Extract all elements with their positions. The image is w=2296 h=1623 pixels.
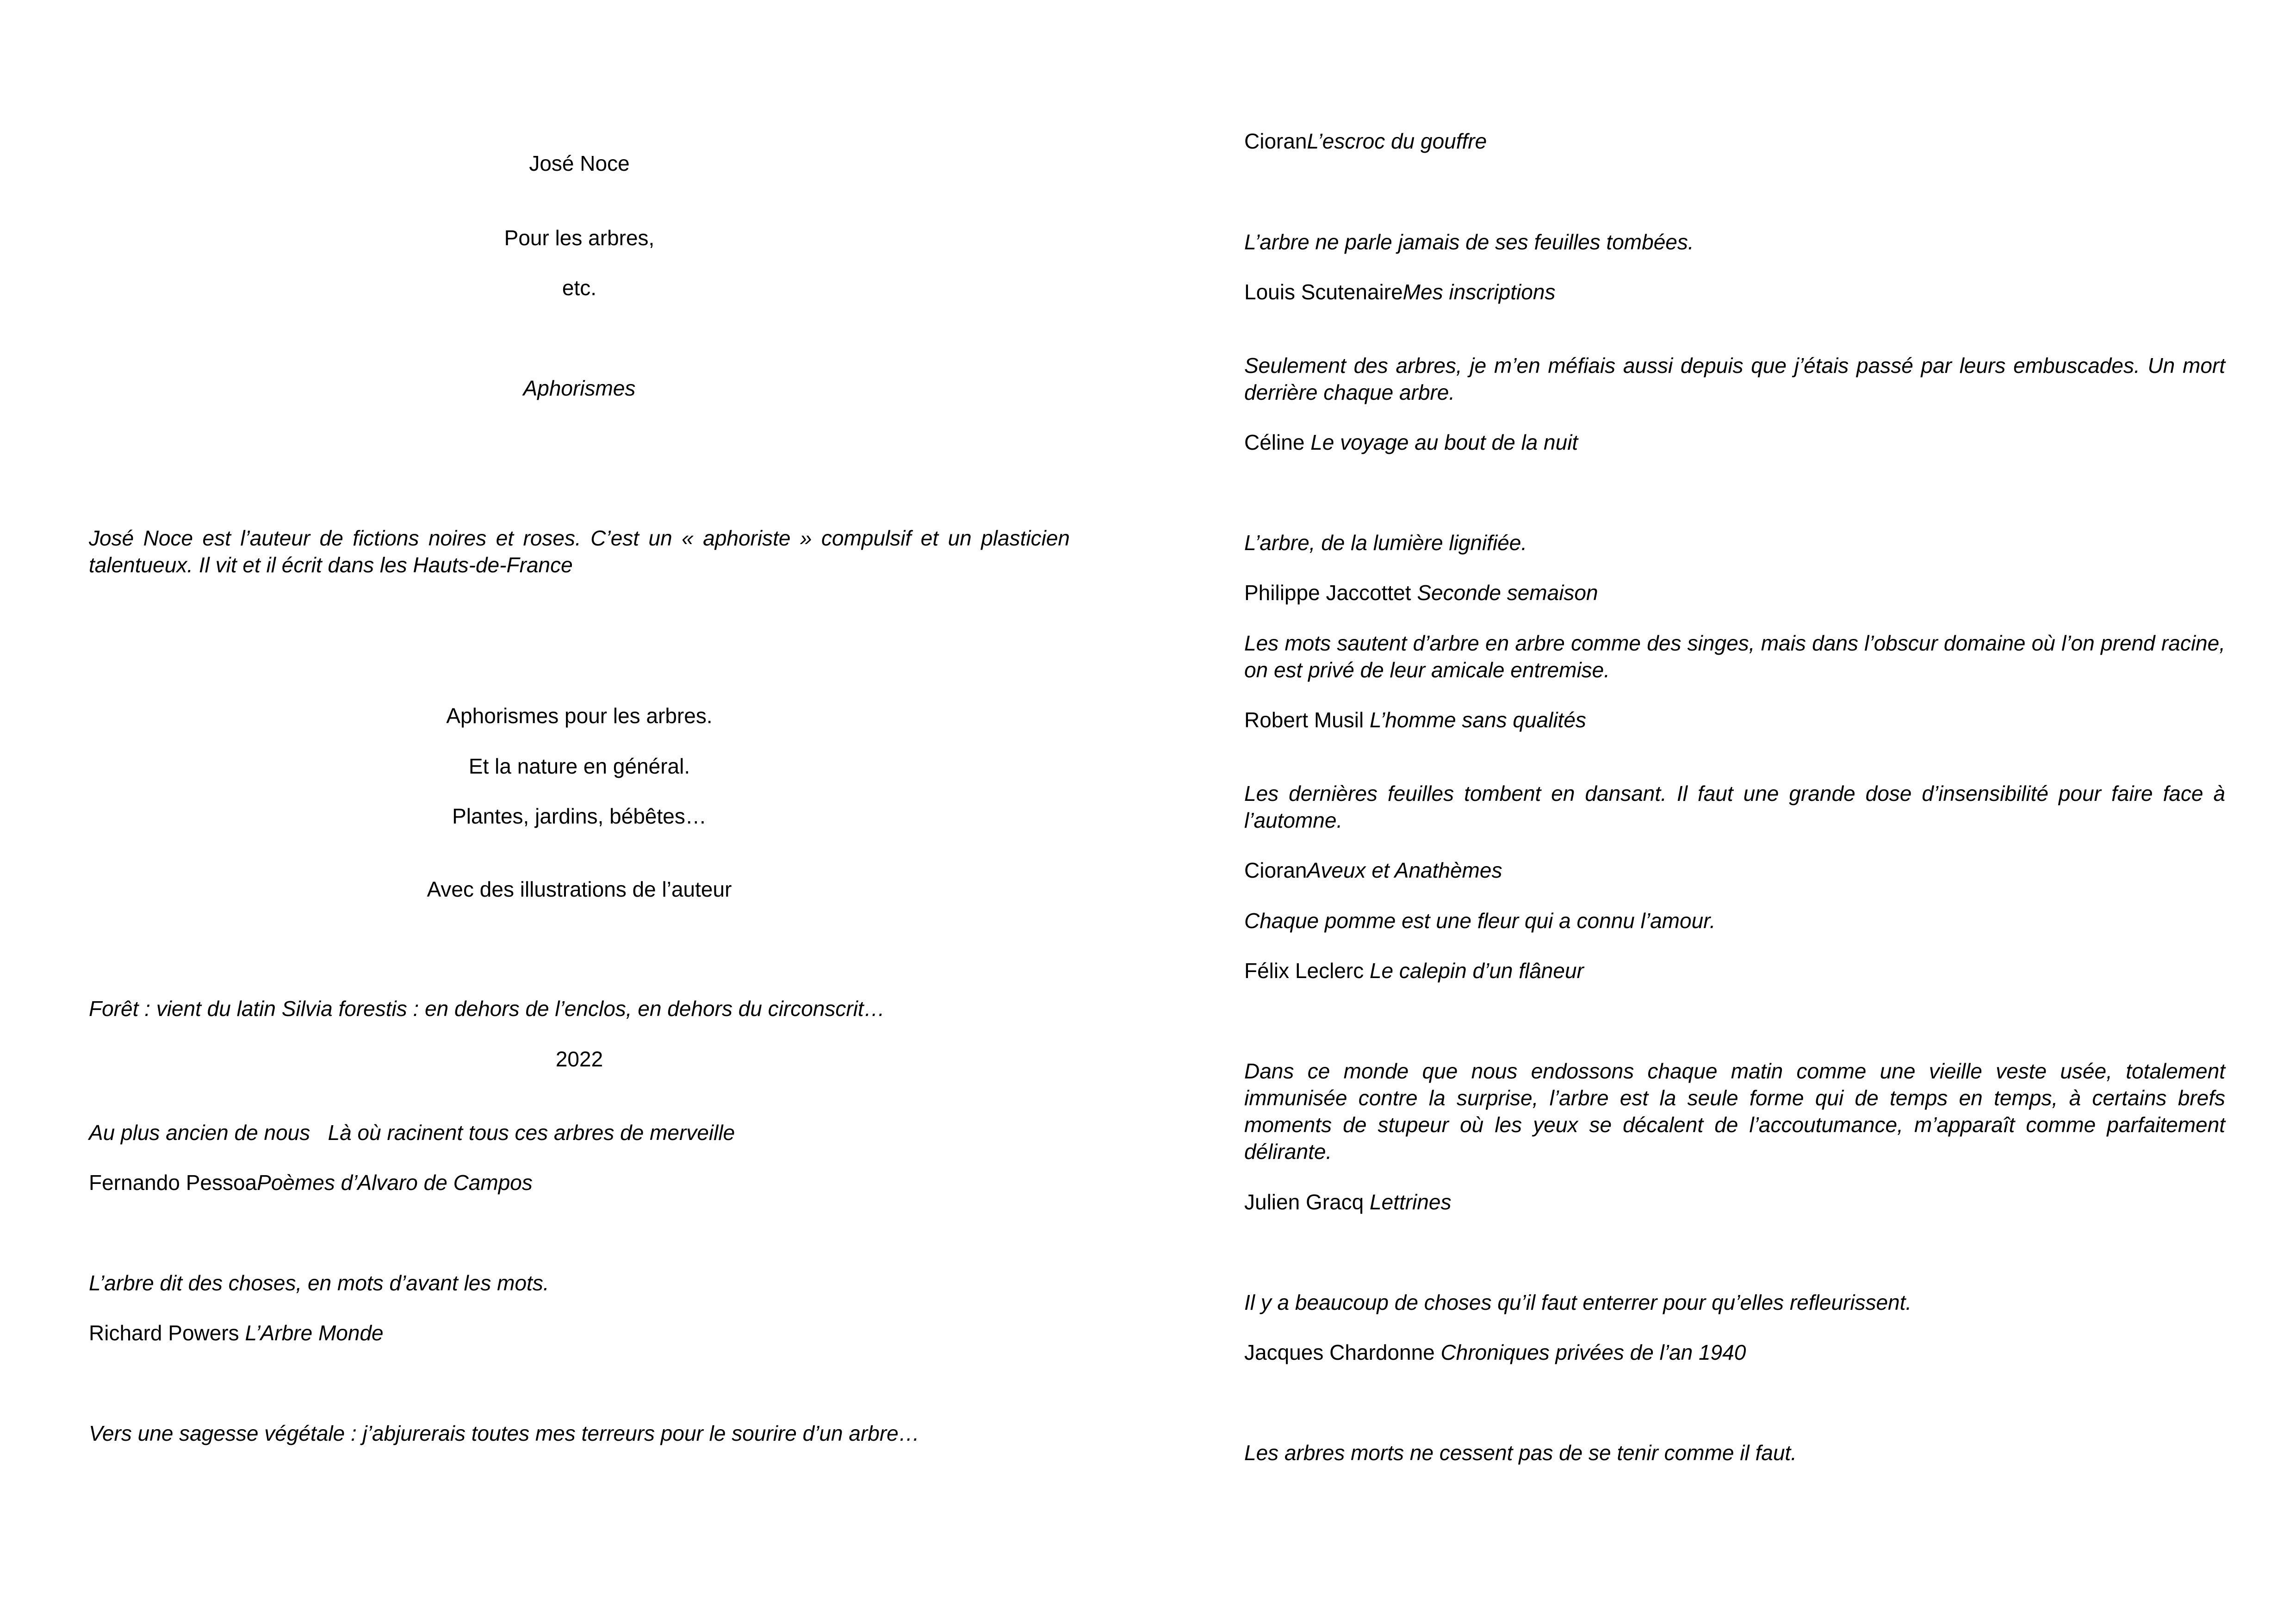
quote-text: Les arbres morts ne cessent pas de se tenir comme il faut. [1244,1441,1797,1465]
quote-attribution [1244,857,2225,884]
quote-text: Dans ce monde que nous endossons chaque matin comme une vieille veste usée, totalement immunisée contre la surprise, l’arbre est la seule forme qui de temps en temps, à certains brefs moments de stupeur où les yeux se décalent de l’accoutumance, m’apparaît comme parfaitement délirante. [1244,1059,2225,1164]
quote-text: Vers une sagesse végétale : j’abjurerais toutes mes terreurs pour le sourire d’un arbre… [89,1421,920,1445]
quote-attribution [1244,279,2225,305]
genre-label: Aphorismes [523,376,636,400]
quote-attribution [89,1319,1070,1346]
quote-author: Jacques Chardonne [1244,1340,1441,1364]
quote-work: L’escroc du gouffre [1307,129,1487,153]
quote-author: Julien Gracq [1244,1190,1370,1214]
subtitle-line1: Aphorismes pour les arbres. [446,704,713,728]
quote-author: Cioran [1244,129,1307,153]
quote-attribution [1244,1189,2225,1215]
quote-author: Fernando Pessoa [89,1171,257,1195]
quote-attribution [1244,957,2225,984]
publication-year: 2022 [555,1047,603,1071]
quote-attribution [1244,429,2225,456]
quote-work: Lettrines [1370,1190,1452,1214]
quote-author: Philippe Jaccottet [1244,581,1417,605]
quote-work: Poèmes d’Alvaro de Campos [257,1171,533,1195]
quote-text: L’arbre dit des choses, en mots d’avant les mots. [89,1271,549,1295]
quote-text: L’arbre ne parle jamais de ses feuilles tombées. [1244,230,1694,254]
epigraph: Forêt : vient du latin Silvia forestis : en dehors de l’enclos, en dehors du circonscrit… [89,997,885,1021]
quote-author: Cioran [1244,858,1307,882]
author-bio: José Noce est l’auteur de fictions noires et roses. C’est un « aphoriste » compulsif et un plasticien talentueux. Il vit et il écrit dans les Hauts-de-France [89,526,1070,577]
quote-author: Félix Leclerc [1244,959,1370,983]
quote-work: L’Arbre Monde [245,1321,384,1345]
quote-text: Il y a beaucoup de choses qu’il faut enterrer pour qu’elles refleurissent. [1244,1290,1912,1314]
subtitle-line3: Plantes, jardins, bébêtes… [452,804,707,828]
quote-work: Le voyage au bout de la nuit [1310,430,1578,454]
quote-text: L’arbre, de la lumière lignifiée. [1244,531,1527,555]
quote-text: Au plus ancien de nous Là où racinent tous ces arbres de merveille [89,1121,735,1145]
quote-author: Richard Powers [89,1321,245,1345]
quote-attribution [1244,579,2225,606]
subtitle-line4: Avec des illustrations de l’auteur [427,877,732,901]
quote-work: Aveux et Anathèmes [1307,858,1502,882]
book-title-line1: Pour les arbres, [504,226,655,250]
quote-attribution [1244,128,2225,155]
quote-work: Le calepin d’un flâneur [1369,959,1584,983]
quote-text: Les mots sautent d’arbre en arbre comme des singes, mais dans l’obscur domaine où l’on prend racine, on est privé de leur amicale entremise. [1244,631,2225,682]
book-title-line2: etc. [562,276,597,300]
quote-author: Robert Musil [1244,708,1370,732]
quote-work: L’homme sans qualités [1369,708,1586,732]
quote-work: Chroniques privées de l’an 1940 [1440,1340,1746,1364]
author-name: José Noce [529,151,630,175]
quote-work: Seconde semaison [1417,581,1598,605]
quote-attribution [1244,706,2225,733]
quote-work: Mes inscriptions [1402,280,1556,304]
quote-author: Céline [1244,430,1311,454]
quote-text: Chaque pomme est une fleur qui a connu l’amour. [1244,909,1716,933]
quote-text: Les dernières feuilles tombent en dansant. Il faut une grande dose d’insensibilité pour faire face à l’automne. [1244,781,2225,832]
quote-text: Seulement des arbres, je m’en méfiais aussi depuis que j’étais passé par leurs embuscades. Un mort derrière chaque arbre. [1244,353,2225,404]
quote-attribution [1244,1339,2225,1366]
quote-author: Louis Scutenaire [1244,280,1403,304]
quote-attribution [89,1169,1070,1196]
subtitle-line2: Et la nature en général. [468,754,690,778]
